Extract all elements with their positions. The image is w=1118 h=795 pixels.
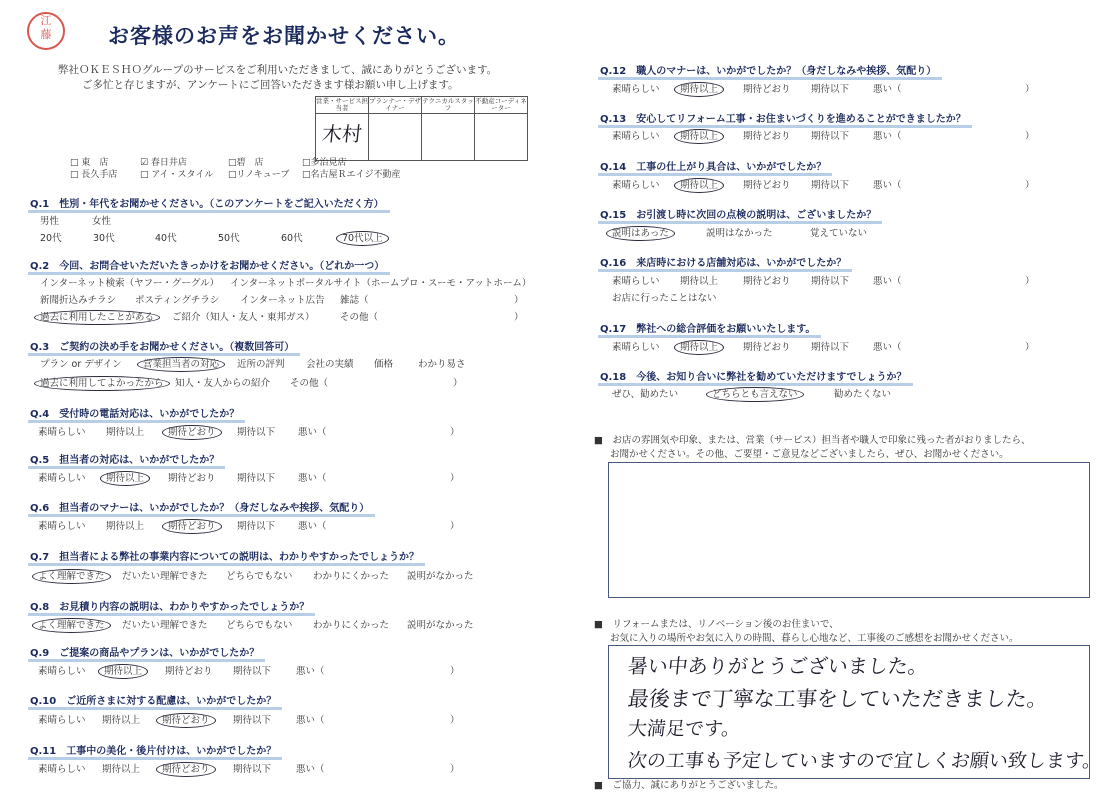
q10-excellent[interactable]: 素晴らしい — [38, 715, 86, 726]
seal-stamp: 江 藤 — [27, 12, 65, 50]
q8-understood-selected[interactable]: よく理解できた — [32, 618, 111, 633]
q15-explained-selected[interactable]: 説明はあった — [606, 226, 675, 241]
q17-title: Q.17 弊社への総合評価をお願いいたします。 — [600, 320, 815, 335]
q11-as-expected-selected[interactable]: 期待どおり — [156, 762, 216, 777]
q2-portal-site[interactable]: インターネットポータルサイト（ホームプロ・スーモ・アットホーム） — [230, 278, 532, 289]
q11-excellent[interactable]: 素晴らしい — [38, 764, 86, 775]
staff-col-technical: テクニカルスタッフ — [422, 97, 474, 113]
q2-posting-flyer[interactable]: ポスティングチラシ — [135, 295, 220, 306]
q4-bad[interactable]: 悪い（ — [298, 427, 327, 438]
q13-bad[interactable]: 悪い（ — [873, 131, 902, 142]
q7-title: Q.7 担当者による弊社の事業内容についての説明は、わかりやすかったでしょうか？ — [30, 548, 419, 563]
q5-above-selected[interactable]: 期待以上 — [100, 471, 150, 486]
staff-handwritten-name: 木村 — [320, 122, 364, 147]
q12-bad[interactable]: 悪い（ — [873, 84, 902, 95]
comment2-prompt-line-2: お気に入りの場所やお気に入りの時間、暮らし心地など、工事後のご感想をお聞かせください。 — [610, 633, 1019, 644]
q12-bad-close: ） — [1025, 84, 1035, 95]
q10-bad[interactable]: 悪い（ — [296, 715, 325, 726]
q9-excellent[interactable]: 素晴らしい — [38, 666, 86, 677]
q1-age-60[interactable]: 60代 — [281, 233, 303, 244]
q15-dont-remember[interactable]: 覚えていない — [810, 228, 868, 239]
staff-planner-cell[interactable] — [369, 114, 422, 161]
q1-female-option[interactable]: 女性 — [92, 216, 112, 227]
q8-no-explanation[interactable]: 説明がなかった — [407, 620, 474, 631]
q13-above-selected[interactable]: 期待以上 — [674, 129, 724, 144]
comment1-prompt-line-2: お聞かせください。その他、ご要望・ご意見などございましたら、ぜひ、お聞かせください。 — [610, 449, 1009, 460]
staff-col-sales: 営業・サービス担当者 — [316, 97, 368, 113]
q3-sales-staff-selected[interactable]: 営業担当者の対応 — [137, 357, 225, 372]
q2-newspaper-flyer[interactable]: 新聞折込みチラシ — [40, 295, 117, 306]
q4-excellent[interactable]: 素晴らしい — [38, 427, 86, 438]
q6-as-expected-selected[interactable]: 期待どおり — [162, 519, 222, 534]
q11-bad-close: ） — [450, 764, 460, 775]
staff-col-realestate: 不動産コーディネーター — [475, 97, 527, 113]
q6-title: Q.6 担当者のマナーは、いかがでしたか？（身だしなみや挨拶、気配り） — [30, 499, 369, 514]
q7-mostly-understood[interactable]: だいたい理解できた — [122, 571, 208, 582]
q7-neutral[interactable]: どちらでもない — [226, 571, 293, 582]
staff-technical-cell[interactable] — [422, 114, 475, 161]
comment2-handwriting-line-2: 最後まで丁寧な工事をしていただきました。 — [626, 687, 1050, 711]
comment1-prompt-line-1: ■ お店の雰囲気や印象、または、営業（サービス）担当者や職人で印象に残った者がおりましたら、 — [594, 435, 1031, 446]
q1-age-70-selected[interactable]: 70代以上 — [336, 231, 389, 246]
store-kasugai-checkbox[interactable]: ☑ 春日井店 — [140, 158, 187, 168]
q5-title: Q.5 担当者の対応は、いかがでしたか？ — [30, 451, 219, 466]
q4-title: Q.4 受付時の電話対応は、いかがでしたか？ — [30, 405, 239, 420]
q14-bad[interactable]: 悪い（ — [873, 180, 902, 191]
q3-plan-design[interactable]: プラン or デザイン — [40, 359, 122, 370]
q15-title: Q.15 お引渡し時に次回の点検の説明は、ございましたか？ — [600, 206, 876, 221]
staff-name-cell[interactable] — [316, 114, 369, 161]
q1-age-20[interactable]: 20代 — [40, 233, 62, 244]
q1-title: Q.1 性別・年代をお聞かせください。（このアンケートをご記入いただく方） — [30, 195, 384, 210]
q7-understood-selected[interactable]: よく理解できた — [32, 569, 111, 584]
q3-past-use-selected[interactable]: 過去に利用してよかったから — [34, 376, 170, 391]
q5-below[interactable]: 期待以下 — [237, 473, 276, 484]
q4-bad-close: ） — [450, 427, 460, 438]
q2-other-close: ） — [514, 312, 524, 323]
q2-other[interactable]: その他（ — [340, 312, 379, 323]
q12-above-selected[interactable]: 期待以上 — [674, 82, 724, 97]
q17-bad-close: ） — [1025, 342, 1035, 353]
q3-friend-referral[interactable]: 知人・友人からの紹介 — [175, 378, 271, 389]
q16-as-expected[interactable]: 期待どおり — [743, 276, 791, 287]
q1-age-40[interactable]: 40代 — [155, 233, 177, 244]
q10-as-expected-selected[interactable]: 期待どおり — [156, 713, 216, 728]
q8-hard-to-understand[interactable]: わかりにくかった — [313, 620, 390, 631]
q3-neighborhood-reputation[interactable]: 近所の評判 — [237, 359, 285, 370]
q9-bad-close: ） — [450, 666, 460, 677]
q6-bad-close: ） — [450, 521, 460, 532]
q3-clarity[interactable]: わかり易さ — [418, 359, 466, 370]
q6-excellent[interactable]: 素晴らしい — [38, 521, 86, 532]
q16-bad[interactable]: 悪い（ — [873, 276, 902, 287]
q8-neutral[interactable]: どちらでもない — [226, 620, 293, 631]
q13-as-expected[interactable]: 期待どおり — [743, 131, 791, 142]
q3-company-record[interactable]: 会社の実績 — [306, 359, 354, 370]
q6-bad[interactable]: 悪い（ — [298, 521, 327, 532]
comment2-handwriting-line-1: 暑い中ありがとうございました。 — [626, 654, 930, 678]
q1-age-30[interactable]: 30代 — [93, 233, 115, 244]
q14-title: Q.14 工事の仕上がり具合は、いかがでしたか？ — [600, 158, 826, 173]
store-renocube-checkbox[interactable]: □リノキューブ — [228, 170, 290, 180]
q17-above-selected[interactable]: 期待以上 — [674, 340, 724, 355]
store-higashi-checkbox[interactable]: □ 東 店 — [70, 158, 109, 168]
intro-line-2: ご多忙と存じますが、アンケートにご回答いただきます様お願い申し上げます。 — [82, 79, 459, 91]
q11-title: Q.11 工事中の美化・後片付けは、いかがでしたか？ — [30, 742, 276, 757]
q16-above[interactable]: 期待以上 — [680, 276, 719, 287]
comment2-handwriting-line-3: 大満足です。 — [626, 718, 742, 740]
q7-no-explanation[interactable]: 説明がなかった — [407, 571, 474, 582]
q9-bad[interactable]: 悪い（ — [296, 666, 325, 677]
q5-excellent[interactable]: 素晴らしい — [38, 473, 86, 484]
q6-below[interactable]: 期待以下 — [237, 521, 276, 532]
q1-male-option[interactable]: 男性 — [40, 216, 60, 227]
store-nagakute-checkbox[interactable]: □ 長久手店 — [70, 170, 118, 180]
q2-past-use-selected[interactable]: 過去に利用したことがある — [34, 310, 160, 325]
q13-title: Q.13 安心してリフォーム工事・お住まいづくりを進めることができましたか？ — [600, 110, 966, 125]
q18-recommend[interactable]: ぜひ、勧めたい — [612, 389, 679, 400]
q17-excellent[interactable]: 素晴らしい — [612, 342, 660, 353]
q4-below[interactable]: 期待以下 — [237, 427, 276, 438]
q9-title: Q.9 ご提案の商品やプランは、いかがでしたか？ — [30, 644, 259, 659]
q14-bad-close: ） — [1025, 180, 1035, 191]
q16-title: Q.16 来店時における店舗対応は、いかがでしたか？ — [600, 254, 846, 269]
q12-excellent[interactable]: 素晴らしい — [612, 84, 660, 95]
q6-above[interactable]: 期待以上 — [106, 521, 145, 532]
q3-other-close: ） — [453, 378, 463, 389]
q18-not-recommend[interactable]: 勧めたくない — [834, 389, 892, 400]
q9-as-expected[interactable]: 期待どおり — [165, 666, 213, 677]
q16-below[interactable]: 期待以下 — [811, 276, 850, 287]
comment2-handwriting-line-4: 次の工事も予定していますので宜しくお願い致します。 — [626, 750, 1103, 772]
q9-below[interactable]: 期待以下 — [233, 666, 272, 677]
store-heki-checkbox[interactable]: □碧 店 — [228, 158, 264, 168]
q12-title: Q.12 職人のマナーは、いかがでしたか？（身だしなみや挨拶、気配り） — [600, 62, 936, 77]
q16-bad-close: ） — [1025, 276, 1035, 287]
q14-below[interactable]: 期待以下 — [811, 180, 850, 191]
q8-mostly-understood[interactable]: だいたい理解できた — [122, 620, 208, 631]
q18-title: Q.18 今後、お知り合いに弊社を勧めていただけますでしょうか？ — [600, 368, 907, 383]
q17-bad[interactable]: 悪い（ — [873, 342, 902, 353]
q17-as-expected[interactable]: 期待どおり — [743, 342, 791, 353]
q12-below[interactable]: 期待以下 — [811, 84, 850, 95]
store-tajimi-checkbox[interactable]: □多治見店 — [302, 158, 347, 168]
comment1-box[interactable] — [608, 462, 1090, 598]
q8-title: Q.8 お見積り内容の説明は、わかりやすかったでしょうか？ — [30, 598, 309, 613]
q1-age-50[interactable]: 50代 — [218, 233, 240, 244]
q3-price[interactable]: 価格 — [374, 359, 394, 370]
staff-table — [315, 96, 528, 161]
q2-internet-search[interactable]: インターネット検索（ヤフー・グーグル） — [40, 278, 220, 289]
q13-excellent[interactable]: 素晴らしい — [612, 131, 660, 142]
q11-below[interactable]: 期待以下 — [233, 764, 272, 775]
q14-above-selected[interactable]: 期待以上 — [674, 178, 724, 193]
q2-magazine[interactable]: 雑誌（ — [340, 295, 369, 306]
q16-excellent[interactable]: 素晴らしい — [612, 276, 660, 287]
page-title: お客様のお声をお聞かせください。 — [108, 24, 460, 48]
comment2-prompt-line-1: ■ リフォームまたは、リノベーション後のお住まいで、 — [594, 619, 839, 630]
q10-below[interactable]: 期待以下 — [233, 715, 272, 726]
q3-other[interactable]: その他（ — [290, 378, 329, 389]
q10-bad-close: ） — [450, 715, 460, 726]
q2-internet-ad[interactable]: インターネット広告 — [240, 295, 325, 306]
q4-above[interactable]: 期待以上 — [106, 427, 145, 438]
q13-below[interactable]: 期待以下 — [811, 131, 850, 142]
q15-not-explained[interactable]: 説明はなかった — [706, 228, 773, 239]
q2-referral[interactable]: ご紹介（知人・友人・東邦ガス） — [172, 312, 315, 323]
q11-above[interactable]: 期待以上 — [102, 764, 141, 775]
q5-bad-close: ） — [450, 473, 460, 484]
store-istyle-checkbox[interactable]: □ アイ・スタイル — [140, 170, 214, 180]
q14-excellent[interactable]: 素晴らしい — [612, 180, 660, 191]
q7-hard-to-understand[interactable]: わかりにくかった — [313, 571, 390, 582]
q9-above-selected[interactable]: 期待以上 — [98, 664, 148, 679]
staff-col-planner: プランナー・デザイナー — [369, 97, 421, 113]
q5-bad[interactable]: 悪い（ — [298, 473, 327, 484]
q10-above[interactable]: 期待以上 — [102, 715, 141, 726]
footer-thanks: ■ ご協力、誠にありがとうございました。 — [594, 780, 784, 791]
q2-title: Q.2 今回、お問合せいただいたきっかけをお聞かせください。（どれか一つ） — [30, 257, 384, 272]
q2-magazine-close: ） — [514, 295, 524, 306]
store-nagoya-rage-checkbox[interactable]: □名古屋Ｒエイジ不動産 — [302, 170, 401, 180]
q3-title: Q.3 ご契約の決め手をお聞かせください。（複数回答可） — [30, 338, 294, 353]
q17-below[interactable]: 期待以下 — [811, 342, 850, 353]
q16-never-visited[interactable]: お店に行ったことはない — [612, 293, 717, 304]
q5-as-expected[interactable]: 期待どおり — [168, 473, 216, 484]
q12-as-expected[interactable]: 期待どおり — [743, 84, 791, 95]
q14-as-expected[interactable]: 期待どおり — [743, 180, 791, 191]
q11-bad[interactable]: 悪い（ — [296, 764, 325, 775]
q4-as-expected-selected[interactable]: 期待どおり — [162, 425, 222, 440]
staff-realestate-cell[interactable] — [475, 114, 528, 161]
q10-title: Q.10 ご近所さまに対する配慮は、いかがでしたか？ — [30, 692, 276, 707]
intro-line-1: 弊社ＯＫＥＳＨＯグループのサービスをご利用いただきまして、誠にありがとうございます。 — [58, 64, 498, 76]
q13-bad-close: ） — [1025, 131, 1035, 142]
q18-neutral-selected[interactable]: どちらとも言えない — [706, 387, 804, 402]
